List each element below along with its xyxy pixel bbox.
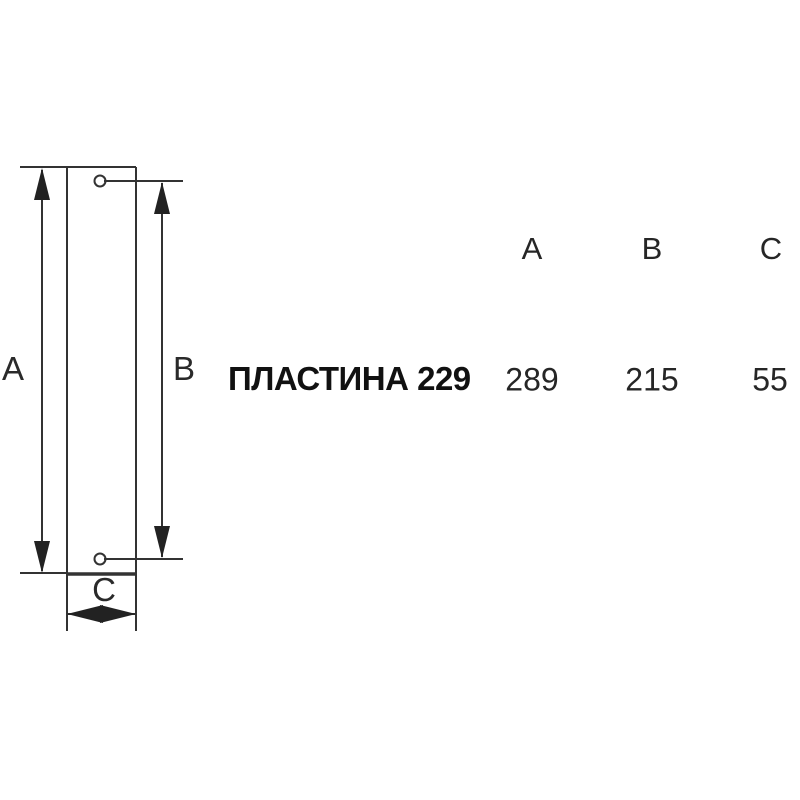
value-c: 55 xyxy=(752,361,788,398)
plate-outline xyxy=(20,167,136,631)
top-screw-hole-icon xyxy=(95,176,106,187)
dim-a-arrowhead-up-icon xyxy=(34,168,50,200)
table-header-a: A xyxy=(521,231,543,266)
value-a: 289 xyxy=(505,361,559,398)
dim-b-arrow xyxy=(154,182,170,558)
product-name: ПЛАСТИНА 229 xyxy=(228,360,471,397)
dim-a-arrowhead-down-icon xyxy=(34,541,50,573)
table-header-b: B xyxy=(641,231,663,266)
dim-label-c: C xyxy=(92,571,116,608)
dim-b-arrowhead-up-icon xyxy=(154,182,170,214)
dim-b-arrowhead-down-icon xyxy=(154,526,170,558)
dim-label-b: B xyxy=(172,350,196,387)
dim-label-a: A xyxy=(1,350,25,387)
table-header-c: C xyxy=(759,231,783,266)
value-b: 215 xyxy=(625,361,679,398)
bottom-screw-hole-icon xyxy=(95,554,106,565)
dim-a-arrow xyxy=(34,168,50,573)
